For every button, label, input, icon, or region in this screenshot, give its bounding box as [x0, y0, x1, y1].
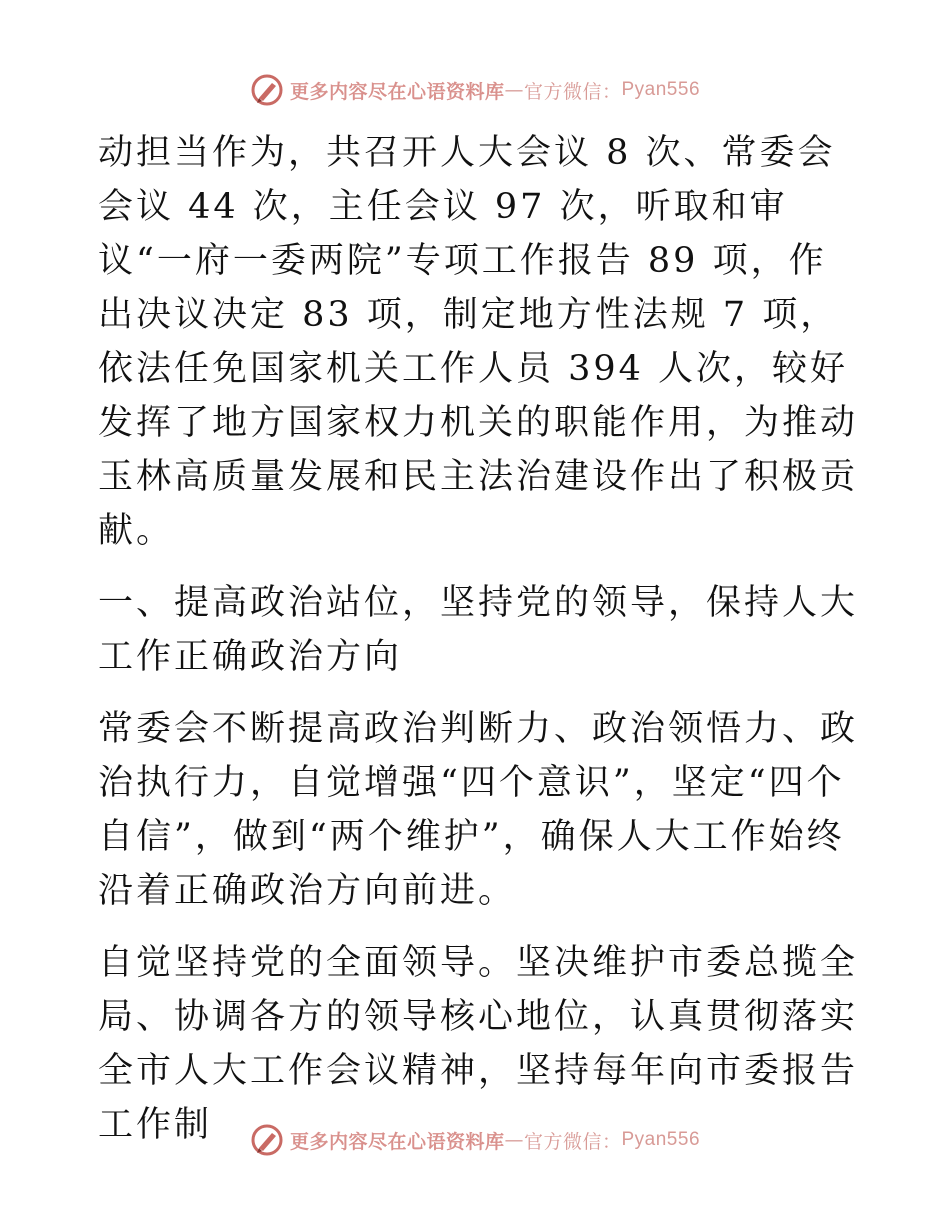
paragraph-political-direction: 常委会不断提高政治判断力、政治领悟力、政治执行力，自觉增强“四个意识”，坚定“四个自信”，做到“两个维护”，确保人大工作始终沿着正确政治方向前进。	[98, 709, 859, 911]
document-body	[98, 126, 858, 1152]
footer-contact-label: 官方微信：	[523, 1130, 622, 1153]
header-watermark	[0, 70, 950, 110]
section-heading: 一、提高政治站位，坚持党的领导，保持人大工作正确政治方向	[98, 583, 859, 677]
footer-separator: —	[504, 1129, 524, 1151]
footer-watermark	[0, 1120, 950, 1160]
footer-handle: Pyan556	[621, 1129, 701, 1150]
paragraph-party-leadership: 自觉坚持党的全面领导。坚决维护市委总揽全局、协调各方的领导核心地位，认真贯彻落实全市人大工作会议精神，坚持每年向市委报告工作制	[98, 943, 859, 1145]
header-handle: Pyan556	[621, 79, 701, 100]
pen-logo-icon	[250, 1123, 284, 1157]
header-separator: —	[504, 79, 524, 101]
header-contact-label: 官方微信：	[523, 80, 622, 103]
paragraph-summary: 动担当作为，共召开人大会议 8 次、常委会会议 44 次，主任会议 97 次，听取和审议“一府一委两院”专项工作报告 89 项，作出决议决定 83 项，制定地方性法规 7 项，依法任免国家机关工作人员 394 人次，较好发挥了地方国家权力机关的职能作用，为推动玉林高质量发展和民主法治建设作出了积极贡献。	[98, 133, 859, 551]
footer-brand: 更多内容尽在心语资料库	[289, 1130, 505, 1153]
pen-logo-icon	[250, 73, 284, 107]
header-brand: 更多内容尽在心语资料库	[289, 80, 505, 103]
